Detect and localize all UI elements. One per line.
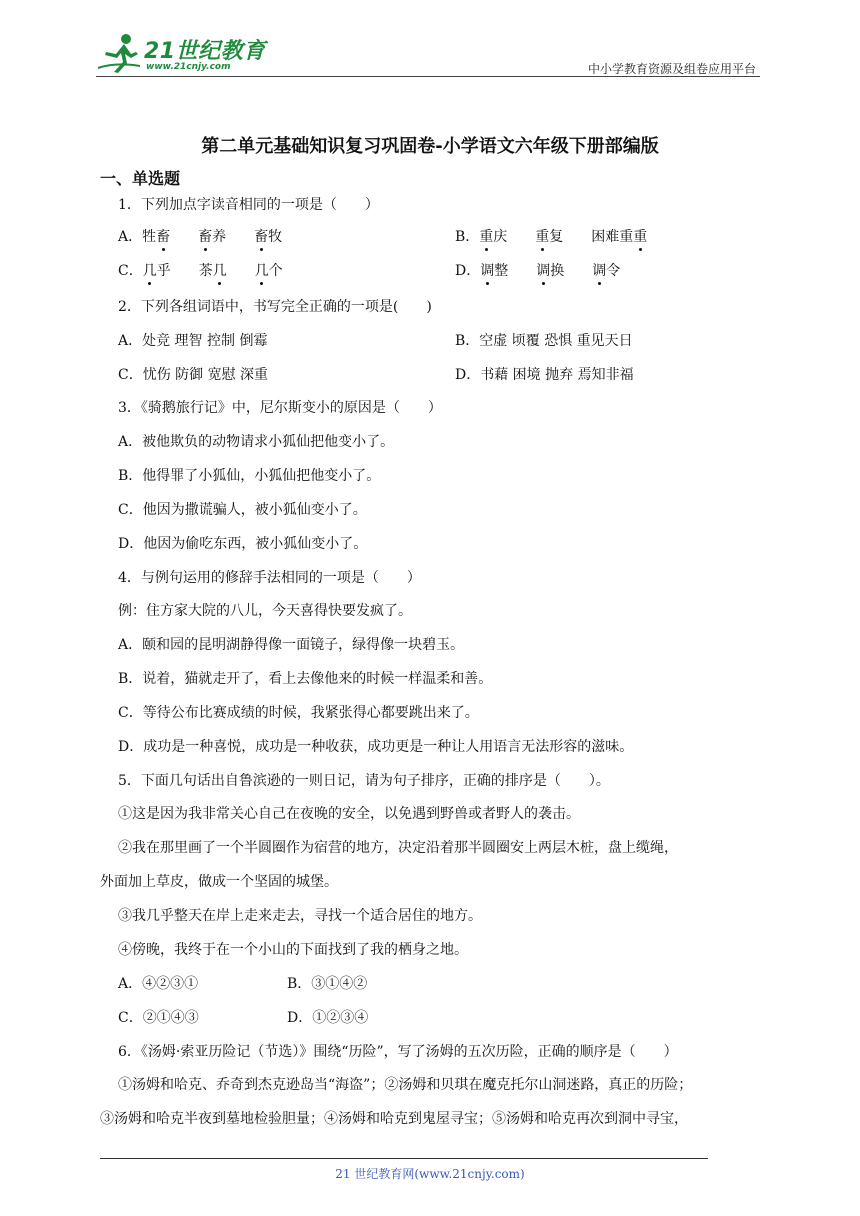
footer-text: 21 世纪教育网(www.21cnjy.com) xyxy=(335,1167,525,1181)
question-2-option-a: A．处竞 理智 控制 倒霉 xyxy=(118,333,268,349)
emphasis-char: 调 xyxy=(480,263,495,279)
logo-url: www.21cnjy.com xyxy=(146,62,231,72)
section-heading: 一、单选题 xyxy=(100,169,181,188)
runner-logo-icon xyxy=(96,32,142,74)
footer-divider xyxy=(100,1158,708,1159)
question-3-option-c: C．他因为撒谎骗人，被小狐仙变小了。 xyxy=(118,502,367,518)
emphasis-char: 重 xyxy=(479,229,494,245)
emphasis-char: 畜 xyxy=(198,229,213,245)
question-2-option-c: C．忧伤 防御 宽慰 深重 xyxy=(118,367,269,383)
question-5-sentence-3: ③我几乎整天在岸上走来走去，寻找一个适合居住的地方。 xyxy=(118,908,482,924)
question-6-line-2: ③汤姆和哈克半夜到墓地检验胆量；④汤姆和哈克到鬼屋寻宝；⑤汤姆和哈克再次到洞中寻宝， xyxy=(100,1111,688,1127)
question-5-sentence-1: ①这是因为我非常关心自己在夜晚的安全，以免遇到野兽或者野人的袭击。 xyxy=(118,806,580,822)
question-1-option-c: C．几乎 茶几 几个 xyxy=(118,263,283,279)
emphasis-char: 调 xyxy=(592,263,607,279)
question-2-option-b: B．空虚 顷覆 恐惧 重见天日 xyxy=(455,333,633,349)
question-2-stem: 2．下列各组词语中，书写完全正确的一项是( ) xyxy=(118,299,432,315)
question-1-option-a: A．牲畜 畜养 畜牧 xyxy=(118,229,283,245)
question-5-option-d: D．①②③④ xyxy=(287,1010,369,1026)
emphasis-char: 畜 xyxy=(156,229,171,245)
question-5-sentence-4: ④傍晚，我终于在一个小山的下面找到了我的栖身之地。 xyxy=(118,942,468,958)
emphasis-char: 几 xyxy=(254,263,269,279)
page-header xyxy=(96,30,760,78)
emphasis-char: 几 xyxy=(212,263,227,279)
logo-text: 21世纪教育 xyxy=(144,39,266,64)
header-divider xyxy=(96,76,760,77)
question-5-sentence-2-cont: 外面加上草皮，做成一个坚固的城堡。 xyxy=(100,874,338,890)
question-4-option-d: D．成功是一种喜悦，成功是一种收获，成功更是一种让人用语言无法形容的滋味。 xyxy=(118,739,634,755)
question-1-stem: 1．下列加点字读音相同的一项是（ ） xyxy=(118,197,379,213)
question-4-stem: 4．与例句运用的修辞手法相同的一项是（ ） xyxy=(118,570,421,586)
emphasis-char: 几 xyxy=(142,263,157,279)
question-5-option-c: C．②①④③ xyxy=(118,1010,199,1026)
question-5-option-a: A．④②③① xyxy=(118,976,199,992)
question-3-stem: 3．《骑鹅旅行记》中，尼尔斯变小的原因是（ ） xyxy=(118,400,442,416)
question-4-option-b: B．说着，猫就走开了，看上去像他来的时候一样温柔和善。 xyxy=(118,671,493,687)
question-3-option-a: A．被他欺负的动物请求小狐仙把他变小了。 xyxy=(118,434,395,450)
emphasis-char: 重 xyxy=(633,229,648,245)
question-3-option-b: B．他得罪了小狐仙，小狐仙把他变小了。 xyxy=(118,468,381,484)
question-1-option-b: B．重庆 重复 困难重重 xyxy=(455,229,648,245)
question-1-option-d: D．调整 调换 调令 xyxy=(455,263,621,279)
emphasis-char: 重 xyxy=(535,229,550,245)
question-5-stem: 5．下面几句话出自鲁滨逊的一则日记，请为句子排序，正确的排序是（ ）。 xyxy=(118,773,610,789)
question-6-stem: 6．《汤姆·索亚历险记（节选）》围绕“历险”，写了汤姆的五次历险，正确的顺序是（ ） xyxy=(118,1044,678,1060)
question-4-example: 例：住方家大院的八儿，今天喜得快要发疯了。 xyxy=(118,603,412,619)
emphasis-char: 畜 xyxy=(254,229,269,245)
platform-name: 中小学教育资源及组卷应用平台 xyxy=(587,62,756,76)
question-6-line-1: ①汤姆和哈克、乔奇到杰克逊岛当“海盗”；②汤姆和贝琪在魔克托尔山洞迷路，真正的历险； xyxy=(118,1077,693,1093)
page-title: 第二单元基础知识复习巩固卷-小学语文六年级下册部编版 xyxy=(201,136,659,157)
question-4-option-c: C．等待公布比赛成绩的时候，我紧张得心都要跳出来了。 xyxy=(118,705,479,721)
question-4-option-a: A．颐和园的昆明湖静得像一面镜子，绿得像一块碧玉。 xyxy=(118,637,465,653)
question-5-sentence-2: ②我在那里画了一个半圆圈作为宿营的地方，决定沿着那半圆圈安上两层木桩，盘上缆绳， xyxy=(118,840,678,856)
site-logo xyxy=(96,32,266,74)
emphasis-char: 调 xyxy=(536,263,551,279)
question-5-option-b: B．③①④② xyxy=(287,976,368,992)
question-2-option-d: D．书藉 困境 抛弃 焉知非福 xyxy=(455,367,634,383)
question-3-option-d: D．他因为偷吃东西，被小狐仙变小了。 xyxy=(118,536,368,552)
